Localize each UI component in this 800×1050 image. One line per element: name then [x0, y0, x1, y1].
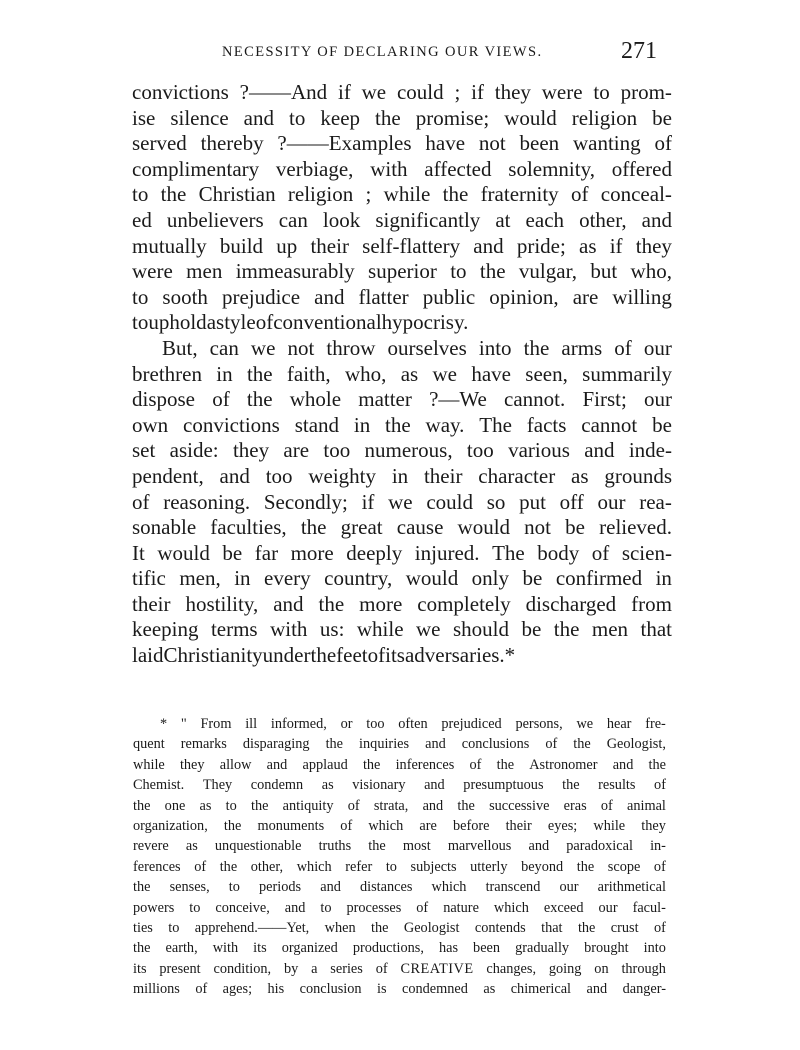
text-line: ise silence and to keep the promise; would religion be — [132, 105, 672, 130]
text-line: complimentary verbiage, with affected solemnity, offered — [132, 156, 672, 181]
footnote-line: millions of ages; his conclusion is condemned as chimerical and danger- — [133, 981, 666, 998]
running-head: NECESSITY OF DECLARING OUR VIEWS. — [222, 44, 543, 60]
text-line: keeping terms with us: while we should be the men that — [132, 617, 672, 642]
page-number: 271 — [621, 38, 657, 64]
footnote-line: * " From ill informed, or too often prejudiced persons, we hear fre- — [160, 716, 666, 732]
text-line: own convictions stand in the way. The facts cannot be — [132, 412, 672, 437]
footnote-line: the earth, with its organized productions, has been gradually brought into — [133, 940, 666, 957]
text-line: to uphold a style of conventional hypocrisy. — [132, 310, 469, 335]
footnote-line: powers to conceive, and to processes of nature which exceed our facul- — [133, 899, 666, 916]
footnote-line: quent remarks disparaging the inquiries and conclusions of the Geologist, — [133, 736, 666, 753]
text-line: mutually build up their self-flattery and pride; as if they — [132, 233, 672, 258]
text-line: set aside: they are too numerous, too various and inde- — [132, 438, 672, 463]
page-header — [0, 38, 800, 78]
text-line: tific men, in every country, would only be confirmed in — [132, 566, 672, 591]
text-line: But, can we not throw ourselves into the arms of our — [162, 335, 672, 360]
footnote-line: revere as unquestionable truths the most marvellous and paradoxical in- — [133, 838, 666, 855]
text-line: to the Christian religion ; while the fraternity of conceal- — [132, 182, 672, 207]
text-line: laid Christianity under the feet of its adversaries.* — [132, 643, 516, 668]
footnote-line: its present condition, by a series of CREATIVE changes, going on through — [133, 960, 666, 977]
text-line: It would be far more deeply injured. The body of scien- — [132, 540, 672, 565]
footnote-line: the one as to the antiquity of strata, and the successive eras of animal — [133, 797, 666, 814]
footnote-line: the senses, to periods and distances which transcend our arithmetical — [133, 879, 666, 896]
text-line: of reasoning. Secondly; if we could so put off our rea- — [132, 489, 672, 514]
main-text — [132, 80, 672, 669]
footnote-line: ferences of the other, which refer to subjects utterly beyond the scope of — [133, 858, 666, 875]
text-line: sonable faculties, the great cause would not be relieved. — [132, 515, 672, 540]
text-line: convictions ?——And if we could ; if they were to prom- — [132, 80, 672, 104]
text-line: their hostility, and the more completely discharged from — [132, 591, 672, 616]
footnote — [133, 714, 666, 999]
text-line: to sooth prejudice and flatter public opinion, are willing — [132, 284, 672, 309]
footnote-line: Chemist. They condemn as visionary and presumptuous the results of — [133, 777, 666, 794]
text-line: pendent, and too weighty in their character as grounds — [132, 463, 672, 488]
text-line: brethren in the faith, who, as we have seen, summarily — [132, 361, 672, 386]
text-line: were men immeasurably superior to the vulgar, but who, — [132, 259, 672, 284]
footnote-line: while they allow and applaud the inferences of the Astronomer and the — [133, 756, 666, 773]
footnote-line: organization, the monuments of which are before their eyes; while they — [133, 817, 666, 834]
footnote-line: ties to apprehend.——Yet, when the Geologist contends that the crust of — [133, 919, 666, 936]
text-line: dispose of the whole matter ?—We cannot. First; our — [132, 387, 672, 412]
text-line: served thereby ?——Examples have not been wanting of — [132, 131, 672, 156]
text-line: ed unbelievers can look significantly at each other, and — [132, 207, 672, 232]
